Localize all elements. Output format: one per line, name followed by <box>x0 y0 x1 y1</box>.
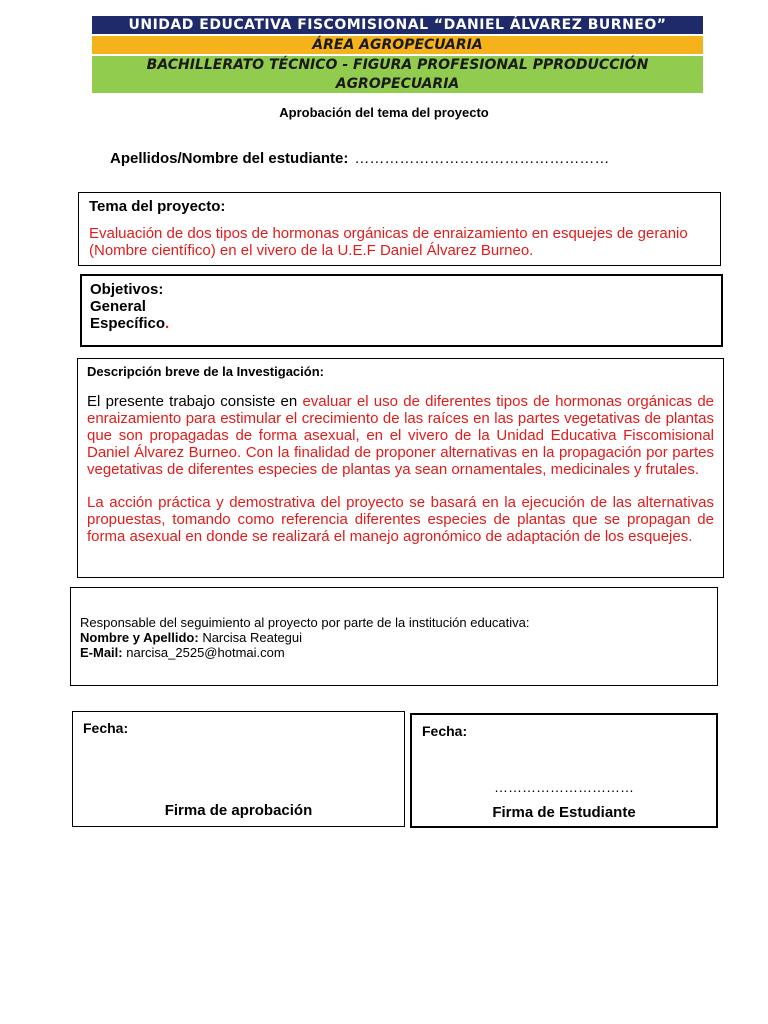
objetivos-heading: Objetivos: <box>90 281 164 298</box>
tema-text: Evaluación de dos tipos de hormonas orgánicas de enraizamiento en esquejes de geranio (Nombre científico) en el vivero de la U.E.F Daniel Álvarez Burneo. <box>89 225 688 259</box>
approval-date-label: Fecha: <box>83 720 129 736</box>
student-name-label: Apellidos/Nombre del estudiante: <box>110 150 349 167</box>
area-banner: ÁREA AGROPECUARIA <box>92 36 703 54</box>
student-name-blank: …………………………………………… <box>354 150 610 167</box>
descripcion-paragraph-1 <box>87 393 714 478</box>
descripcion-p1-body: evaluar el uso de diferentes tipos de hormonas orgánicas de enraizamiento para estimular el crecimiento de las raíces en las partes vegetativas de plantas que son propagadas de forma asexual, en el vivero de la Unidad Educativa Fiscomisional Daniel Álvarez Burneo. Con la finalidad de proponer alternativas en la propagación por partes vegetativas de diferentes especies de plantas ya sean ornamentales, medicinales y frutales. <box>87 393 714 478</box>
program-line-2: AGROPECUARIA <box>335 76 460 92</box>
responsable-email-row <box>80 645 708 660</box>
responsable-name-row <box>80 630 708 645</box>
objetivo-especifico-label: Específico <box>90 315 166 332</box>
student-name-row <box>110 150 609 167</box>
program-line-1: BACHILLERATO TÉCNICO - FIGURA PROFESIONAL PPRODUCCIÓN <box>146 57 649 73</box>
approval-signature-label: Firma de aprobación <box>164 802 313 819</box>
objetivo-especifico <box>90 315 713 332</box>
student-signature-box <box>410 713 718 828</box>
tema-heading: Tema del proyecto: <box>89 198 226 215</box>
responsable-email-value: narcisa_2525@hotmai.com <box>122 645 285 660</box>
student-signature-label: Firma de Estudiante <box>492 804 636 821</box>
student-signature-line: ………………………… <box>494 779 634 795</box>
responsable-name-value: Narcisa Reategui <box>198 630 303 645</box>
objetivos-box <box>80 274 723 347</box>
tema-box <box>78 192 721 266</box>
document-title: Aprobación del tema del proyecto <box>279 105 489 120</box>
responsable-box <box>70 587 718 686</box>
program-banner <box>92 56 703 93</box>
descripcion-box <box>77 358 724 578</box>
responsable-intro: Responsable del seguimiento al proyecto por parte de la institución educativa: <box>80 615 530 630</box>
descripcion-heading: Descripción breve de la Investigación: <box>87 364 324 379</box>
descripcion-p1-intro: El presente trabajo consiste en <box>87 393 303 410</box>
objetivo-especifico-dot: . <box>165 315 170 332</box>
descripcion-paragraph-2: La acción práctica y demostrativa del proyecto se basará en la ejecución de las alternativas propuestas, tomando como referencia diferentes especies de plantas que se propagan de forma asexual en donde se realizará el manejo agronómico de adaptación de los esquejes. <box>87 494 714 545</box>
student-date-label: Fecha: <box>422 723 468 739</box>
school-name-banner: UNIDAD EDUCATIVA FISCOMISIONAL “DANIEL ÁLVAREZ BURNEO” <box>92 16 703 34</box>
responsable-email-label: E-Mail: <box>80 645 123 660</box>
objetivo-general: General <box>90 298 146 315</box>
approval-signature-box <box>72 711 405 827</box>
responsable-name-label: Nombre y Apellido: <box>80 630 199 645</box>
